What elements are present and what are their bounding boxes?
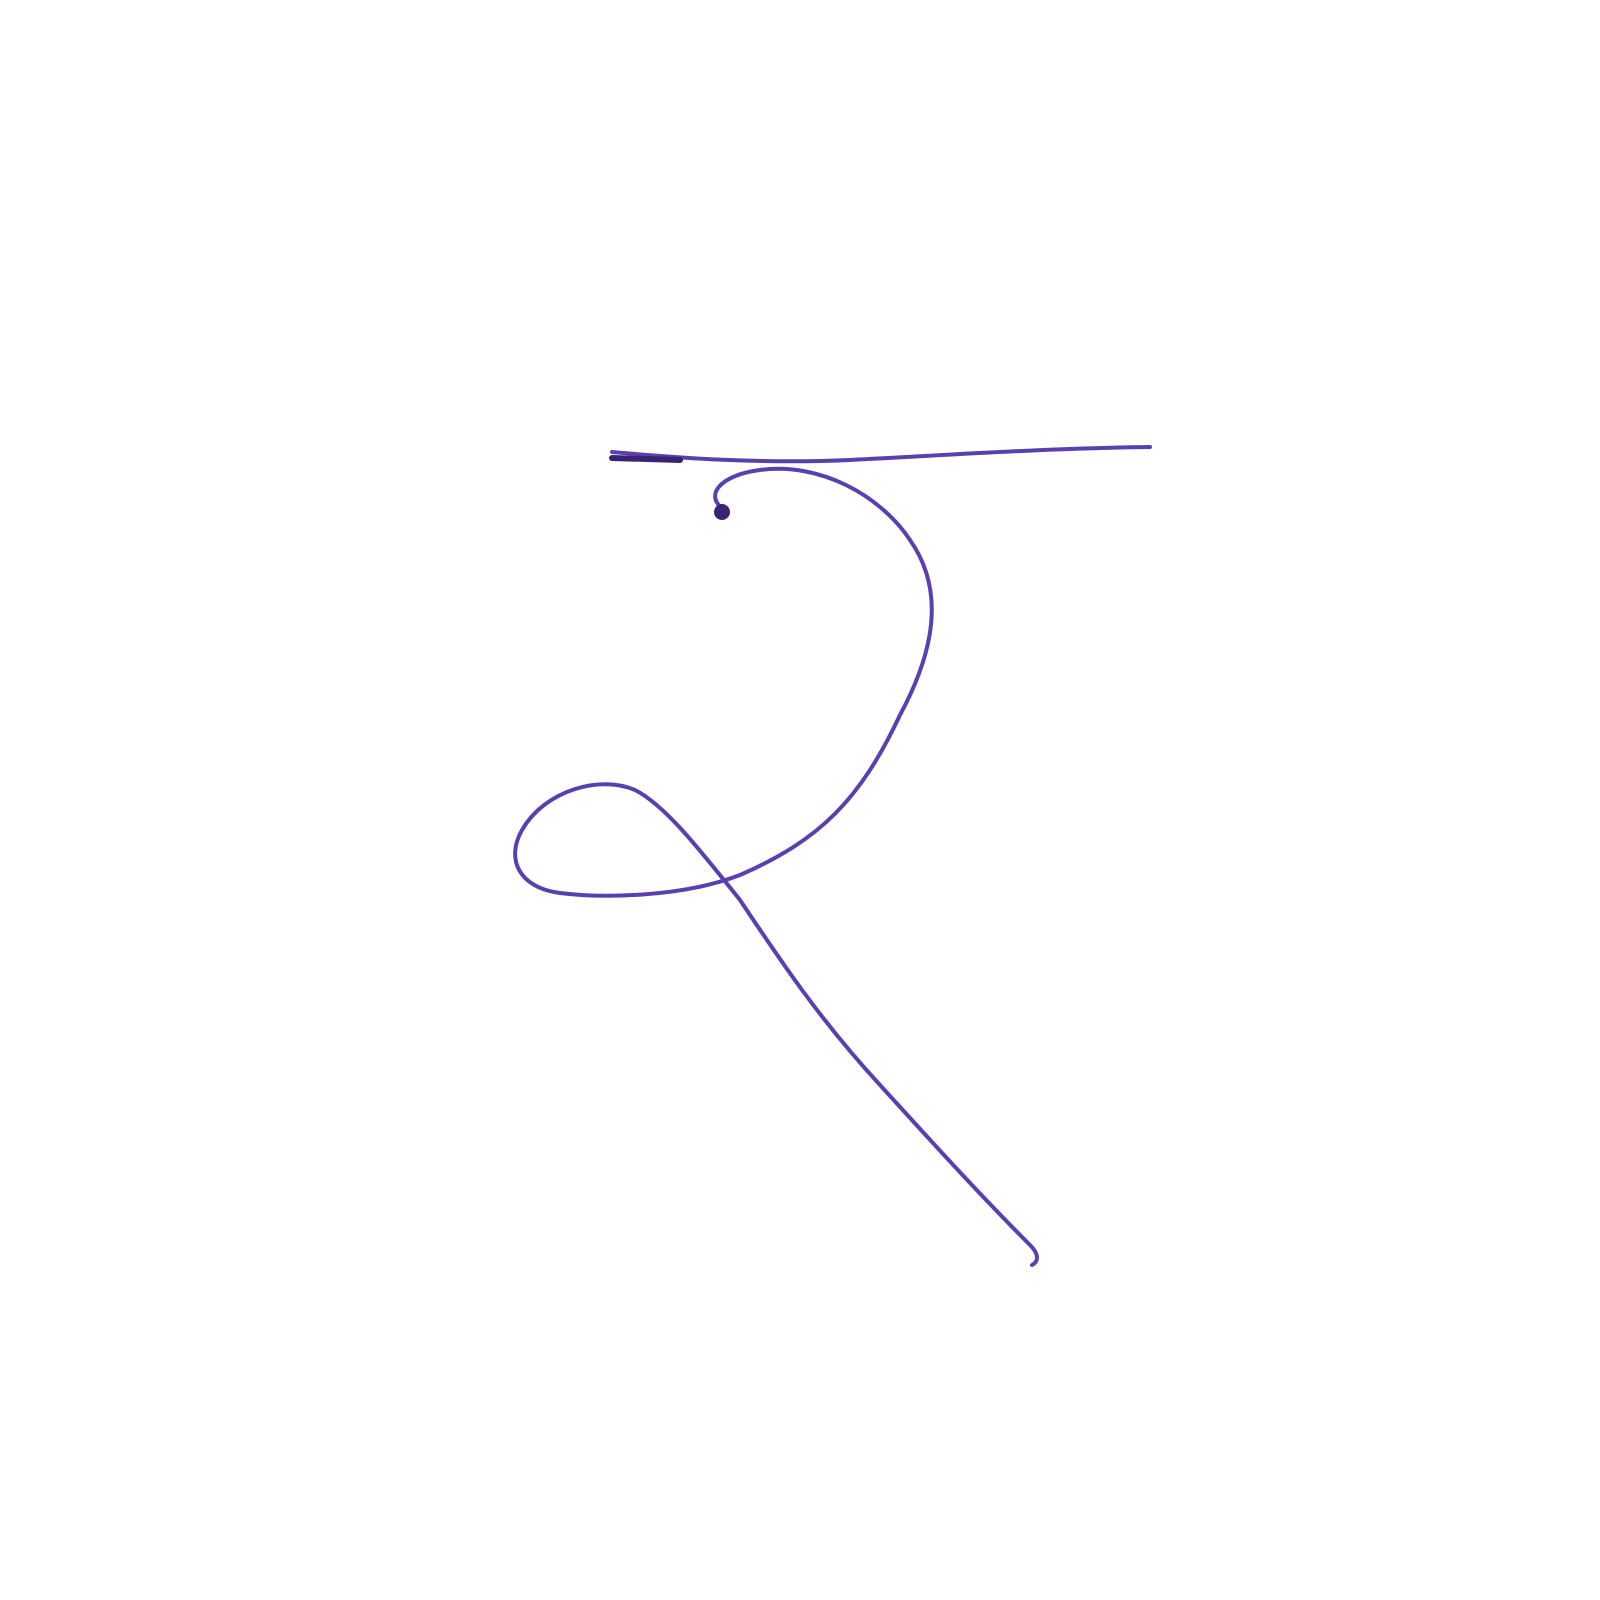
top-bar-stroke xyxy=(612,447,1150,461)
top-bar-start-mark xyxy=(612,458,680,460)
ink-dot xyxy=(714,504,730,520)
body-curve-stroke xyxy=(515,469,1037,1265)
